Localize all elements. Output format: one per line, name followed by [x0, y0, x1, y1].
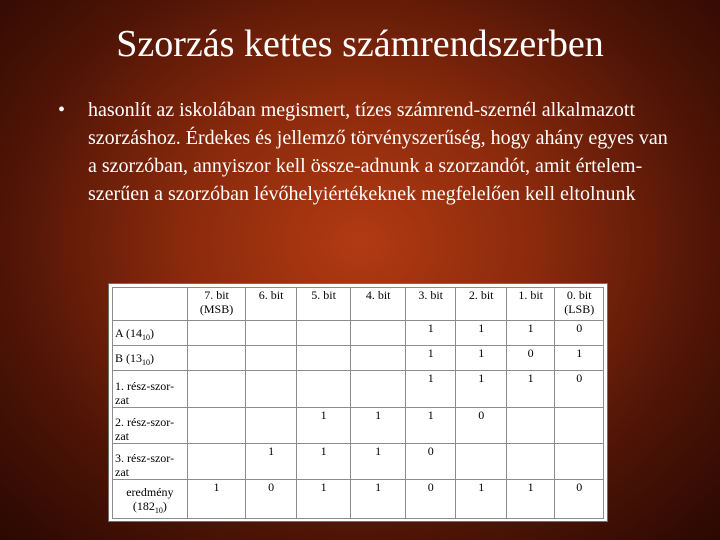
bit-cell: 1 — [187, 480, 246, 519]
bit-cell: 1 — [405, 346, 456, 371]
bit-cell: 1 — [351, 444, 406, 480]
bit-cell — [296, 321, 351, 346]
bit-cell — [246, 346, 297, 371]
bit-cell: 0 — [405, 444, 456, 480]
bit-cell: 0 — [405, 480, 456, 519]
bit-cell — [351, 346, 406, 371]
bit-cell: 1 — [351, 408, 406, 444]
bit-cell — [246, 321, 297, 346]
header-cell: 2. bit — [456, 288, 507, 321]
bit-cell: 0 — [456, 408, 507, 444]
row-label: A $(14_{10})$ — [113, 321, 188, 346]
bit-cell — [187, 371, 246, 408]
header-cell: 3. bit — [405, 288, 456, 321]
row-label: 1. rész-szor-zat — [113, 371, 188, 408]
bit-cell — [187, 444, 246, 480]
bit-cell: 1 — [456, 346, 507, 371]
bullet-text: hasonlít az iskolában megismert, tízes számrend-szernél alkalmazott szorzáshoz. Érdekes és jellemző törvényszerűség, hogy ahány egyes van a szorzóban, annyiszor kell össze-adnunk a szorzandót, amit értelem-szerűen a szorzóban lévőhelyiértékeknek megfelelően kell eltolnunk — [88, 99, 668, 205]
header-cell: 1. bit — [506, 288, 554, 321]
bit-cell: 1 — [296, 444, 351, 480]
bit-cell: 1 — [296, 408, 351, 444]
multiplication-table-panel — [108, 283, 608, 522]
table-header-row — [113, 288, 604, 321]
bit-cell — [506, 444, 554, 480]
table-row — [113, 444, 604, 480]
bit-cell: 0 — [555, 480, 604, 519]
bit-cell — [555, 444, 604, 480]
bit-cell: 1 — [296, 480, 351, 519]
header-cell: 6. bit — [246, 288, 297, 321]
bit-cell: 1 — [456, 480, 507, 519]
bullet-icon: • — [58, 99, 66, 121]
bit-cell — [555, 408, 604, 444]
bit-cell — [506, 408, 554, 444]
row-label: eredmény $(182_{10})$ — [113, 480, 188, 519]
bit-cell — [351, 321, 406, 346]
bit-cell — [246, 371, 297, 408]
table-row — [113, 321, 604, 346]
row-label: 3. rész-szor-zat — [113, 444, 188, 480]
multiplication-table — [112, 287, 604, 519]
slide-title: Szorzás kettes számrendszerben — [116, 23, 604, 65]
row-label: 2. rész-szor-zat — [113, 408, 188, 444]
bit-cell — [296, 346, 351, 371]
bit-cell: 1 — [405, 408, 456, 444]
bit-cell: 1 — [555, 346, 604, 371]
bit-cell: 0 — [506, 346, 554, 371]
row-label: B $(13_{10})$ — [113, 346, 188, 371]
bit-cell: 1 — [405, 371, 456, 408]
bit-cell — [187, 408, 246, 444]
bit-cell: 1 — [405, 321, 456, 346]
bit-cell: 0 — [555, 321, 604, 346]
bit-cell: 1 — [506, 321, 554, 346]
bit-cell — [246, 408, 297, 444]
table-row — [113, 408, 604, 444]
corner-cell — [113, 288, 188, 321]
bit-cell — [456, 444, 507, 480]
bit-cell: 1 — [506, 480, 554, 519]
bit-cell: 0 — [246, 480, 297, 519]
bit-cell: 1 — [456, 371, 507, 408]
bit-cell: 1 — [246, 444, 297, 480]
bit-cell: 1 — [456, 321, 507, 346]
bit-cell — [187, 346, 246, 371]
header-cell: 5. bit — [296, 288, 351, 321]
header-cell: 0. bit (LSB) — [555, 288, 604, 321]
bit-cell: 1 — [506, 371, 554, 408]
bit-cell — [296, 371, 351, 408]
bit-cell: 1 — [351, 480, 406, 519]
table-row — [113, 480, 604, 519]
bit-cell — [351, 371, 406, 408]
bit-cell: 0 — [555, 371, 604, 408]
table-row — [113, 371, 604, 408]
header-cell: 7. bit (MSB) — [187, 288, 246, 321]
bit-cell — [187, 321, 246, 346]
table-row — [113, 346, 604, 371]
header-cell: 4. bit — [351, 288, 406, 321]
